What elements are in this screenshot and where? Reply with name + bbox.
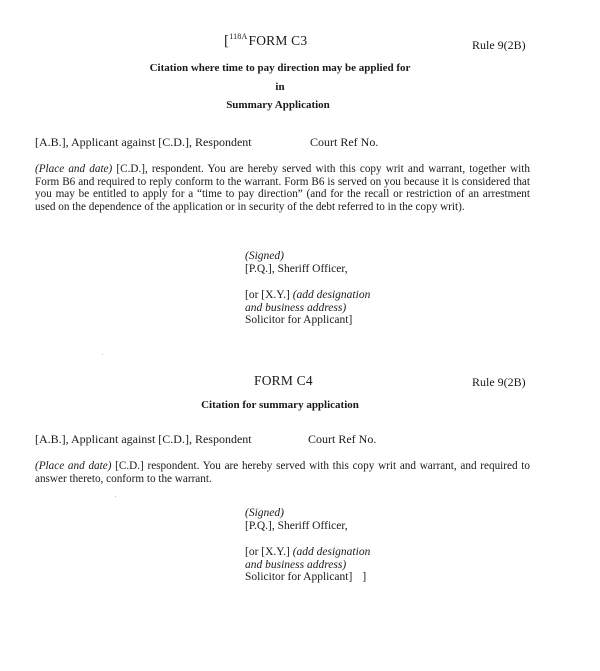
form-c4-officer: [P.Q.], Sheriff Officer, [245, 519, 348, 532]
form-c3-business-address: and business address) [245, 301, 347, 314]
form-c4-rule: Rule 9(2B) [472, 375, 526, 389]
form-c3-signed: (Signed) [245, 250, 284, 262]
form-c3-signature-block [245, 250, 370, 327]
form-c4-solicitor: Solicitor for Applicant] [245, 571, 353, 583]
form-c3-officer: [P.Q.], Sheriff Officer, [245, 262, 348, 275]
scan-speck [102, 354, 103, 355]
form-c4-or-designation: (add designation [292, 546, 371, 558]
form-c4-court-ref: Court Ref No. [308, 432, 377, 446]
form-c4-heading: Citation for summary application [201, 399, 359, 411]
form-c3-or-designation: (add designation [292, 289, 371, 301]
scan-speck [115, 496, 116, 497]
form-c4-body-text: [C.D.] respondent. You are hereby served with this copy writ and warrant, and required to answer thereto, conform to the warrant. [35, 460, 530, 485]
form-c4-business-address: and business address) [245, 558, 347, 571]
form-c3-rule: Rule 9(2B) [472, 38, 526, 52]
form-c3-heading-line2: in [275, 81, 285, 93]
footnote-reference: 118A [229, 32, 248, 41]
form-c3-solicitor: Solicitor for Applicant] [245, 314, 353, 326]
form-c3-title [224, 32, 307, 50]
closing-bracket: ] [362, 571, 367, 583]
form-c3-court-ref: Court Ref No. [310, 135, 379, 149]
form-c3-body-text: [C.D.], respondent. You are hereby served with this copy writ and warrant, together with Form B6 and required to reply conform to the warrant. Form B6 is served on you because it is considered that you may be entitled to apply for a “time to pay direction” (and for the recall or restriction of an arrestment used on the dependence of the application or in security of the debt referred to in the copy writ). [35, 163, 530, 213]
form-c3-or-prefix: [or [X.Y.] [245, 289, 293, 301]
form-c4-title: FORM C4 [254, 373, 313, 388]
form-c3-parties: [A.B.], Applicant against [C.D.], Respondent [35, 135, 252, 149]
form-c3-heading-line3: Summary Application [226, 99, 330, 111]
form-c4-parties: [A.B.], Applicant against [C.D.], Respondent [35, 432, 252, 446]
form-c4-signature-block [245, 507, 370, 584]
form-c3-heading-line1: Citation where time to pay direction may be applied for [149, 62, 411, 74]
form-c3-place-date: (Place and date) [35, 163, 113, 175]
form-c3-body [35, 163, 530, 213]
form-c3-title-text: FORM C3 [248, 33, 308, 48]
opening-bracket: [ [224, 33, 230, 49]
form-c4-signed: (Signed) [245, 507, 284, 519]
form-c4-place-date: (Place and date) [35, 460, 112, 472]
form-c4-body [35, 460, 530, 485]
form-c4-or-prefix: [or [X.Y.] [245, 546, 293, 558]
